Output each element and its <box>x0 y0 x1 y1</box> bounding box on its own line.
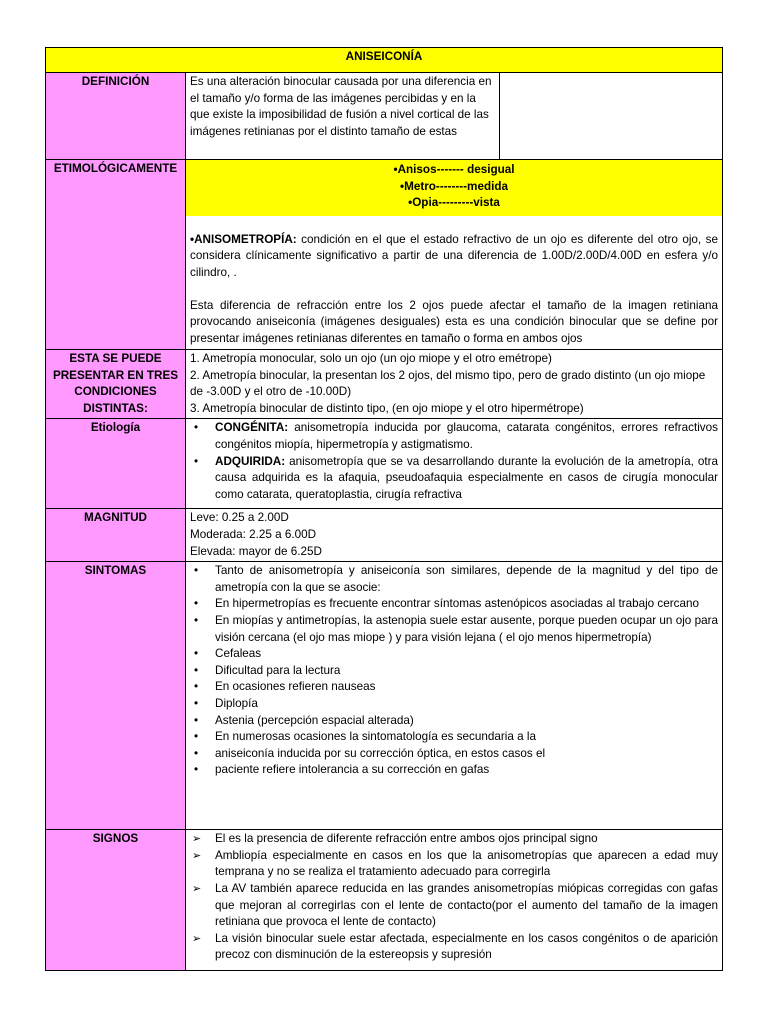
aniseiconia-table <box>45 47 723 971</box>
table-title: ANISEICONÍA <box>46 48 723 73</box>
etiologia-list <box>190 420 718 503</box>
magnitud-content <box>186 509 723 562</box>
root-opia: •Opia---------vista <box>408 196 500 210</box>
adquirida-text: anisometropía que se va desarrollando durante la evolución de la ametropía, otra causa adquirida es la afaquia, pseudoafaquia especialmente en casos de cirugía monocular como catarata, queratoplastia, cirugía refractiva <box>215 454 718 501</box>
magnitud-leve: Leve: 0.25 a 2.00D <box>190 511 289 525</box>
etimologia-content <box>186 160 723 350</box>
label-condiciones: ESTA SE PUEDE PRESENTAR EN TRES CONDICIONES DISTINTAS: <box>46 350 186 419</box>
label-magnitud: MAGNITUD <box>46 509 186 562</box>
etymology-roots-box <box>186 160 722 216</box>
list-item: • aniseiconía inducida por su corrección óptica, en estos casos el <box>190 746 718 763</box>
row-etimologia <box>46 160 723 350</box>
label-sintomas: SINTOMAS <box>46 562 186 830</box>
signos-content <box>186 830 723 971</box>
label-etimologia: ETIMOLÓGICAMENTE <box>46 160 186 350</box>
label-etiologia: Etiología <box>46 419 186 509</box>
congenita-text: anisometropía inducida por glaucoma, catarata congénitos, errores refractivos congénitos miopía, hipermetropía y astigmatismo. <box>215 421 718 451</box>
anisometropia-definition <box>190 232 718 282</box>
list-item: ➢ La AV también aparece reducida en las grandes anisometropías miópicas corregidas con gafas que mejoran al corregirlas con el lente de contacto(por el aumento del tamaño de la imagen retiniana que provoca el lente de contacto) <box>190 881 718 931</box>
list-item: ➢ La visión binocular suele estar afectada, especialmente en los casos congénitos o de aparición precoz con disminución de la estereopsis y supresión <box>190 931 718 964</box>
row-definicion <box>46 73 723 160</box>
adquirida-label: ADQUIRIDA: <box>215 454 286 468</box>
definicion-text: Es una alteración binocular causada por una diferencia en el tamaño y/o forma de las imágenes percibidas y en la que existe la imposibilidad de fusión a nivel cortical de las imágenes retinianas por el distinto tamaño de estas <box>186 73 500 160</box>
list-item: • En ocasiones refieren nauseas <box>190 679 718 696</box>
signos-list <box>190 831 718 964</box>
list-item: ➢ El es la presencia de diferente refracción entre ambos ojos principal signo <box>190 831 718 848</box>
list-item: • Astenia (percepción espacial alterada) <box>190 713 718 730</box>
list-item: ➢ Ambliopía especialmente en casos en los que la anisometropías que aparecen a edad muy temprana y no se realiza el tratamiento adecuado para corregirla <box>190 848 718 881</box>
refraction-difference-text: Esta diferencia de refracción entre los 2 ojos puede afectar el tamaño de la imagen retiniana provocando aniseiconía (imágenes desiguales) esta es una condición binocular que se define por presentar imágenes retinianas diferentes en tamaño o forma en ambos ojos <box>190 298 718 345</box>
title-row <box>46 48 723 73</box>
row-etiologia <box>46 419 723 509</box>
row-condiciones <box>46 350 723 419</box>
etiologia-content <box>186 419 723 509</box>
anisometropia-label: •ANISOMETROPÍA: <box>190 232 297 246</box>
magnitud-moderada: Moderada: 2.25 a 6.00D <box>190 527 317 541</box>
label-definicion: DEFINICIÓN <box>46 73 186 160</box>
list-item: • Tanto de anisometropía y aniseiconía son similares, depende de la magnitud y del tipo de ametropía con la que se asocie: <box>190 563 718 596</box>
list-item: • Cefaleas <box>190 646 718 663</box>
list-item <box>190 420 718 453</box>
congenita-label: CONGÉNITA: <box>215 421 289 435</box>
list-item: • En miopías y antimetropías, la astenopia suele estar ausente, porque pueden ocupar un ojo para visión cercana (el ojo mas miope ) y para visión lejana ( el ojo menos hipermetropía) <box>190 613 718 646</box>
label-signos: SIGNOS <box>46 830 186 971</box>
list-item: • Dificultad para la lectura <box>190 663 718 680</box>
list-item: • paciente refiere intolerancia a su corrección en gafas <box>190 762 718 779</box>
sintomas-list <box>190 563 718 779</box>
root-anisos: •Anisos------- desigual <box>393 163 515 176</box>
list-item: • En hipermetropías es frecuente encontrar síntomas astenópicos asociadas al trabajo cercano <box>190 596 718 613</box>
row-signos <box>46 830 723 971</box>
condition-item: 2. Ametropía binocular, la presentan los 2 ojos, del mismo tipo, pero de grado distinto (un ojo miope de -3.00D y el otro de -10.00D) <box>190 368 706 399</box>
magnitud-elevada: Elevada: mayor de 6.25D <box>190 544 322 558</box>
list-item <box>190 454 718 504</box>
row-magnitud <box>46 509 723 562</box>
row-sintomas <box>46 562 723 830</box>
condiciones-content <box>186 350 723 419</box>
list-item: • En numerosas ocasiones la sintomatología es secundaria a la <box>190 729 718 746</box>
condition-item: 3. Ametropía binocular de distinto tipo, (en ojo miope y el otro hipermétrope) <box>190 401 584 415</box>
anisometropia-text: condición en el que el estado refractivo de un ojo es diferente del otro ojo, se considera clínicamente significativo a partir de una diferencia de 1.00D/2.00D/4.00D en esfera y/o cilindro, . <box>190 232 718 279</box>
sintomas-content <box>186 562 723 830</box>
condition-item: 1. Ametropía monocular, solo un ojo (un ojo miope y el otro emétrope) <box>190 352 552 365</box>
list-item: • Diplopía <box>190 696 718 713</box>
root-metro: •Metro--------medida <box>400 179 508 193</box>
definicion-empty-cell <box>500 73 723 160</box>
